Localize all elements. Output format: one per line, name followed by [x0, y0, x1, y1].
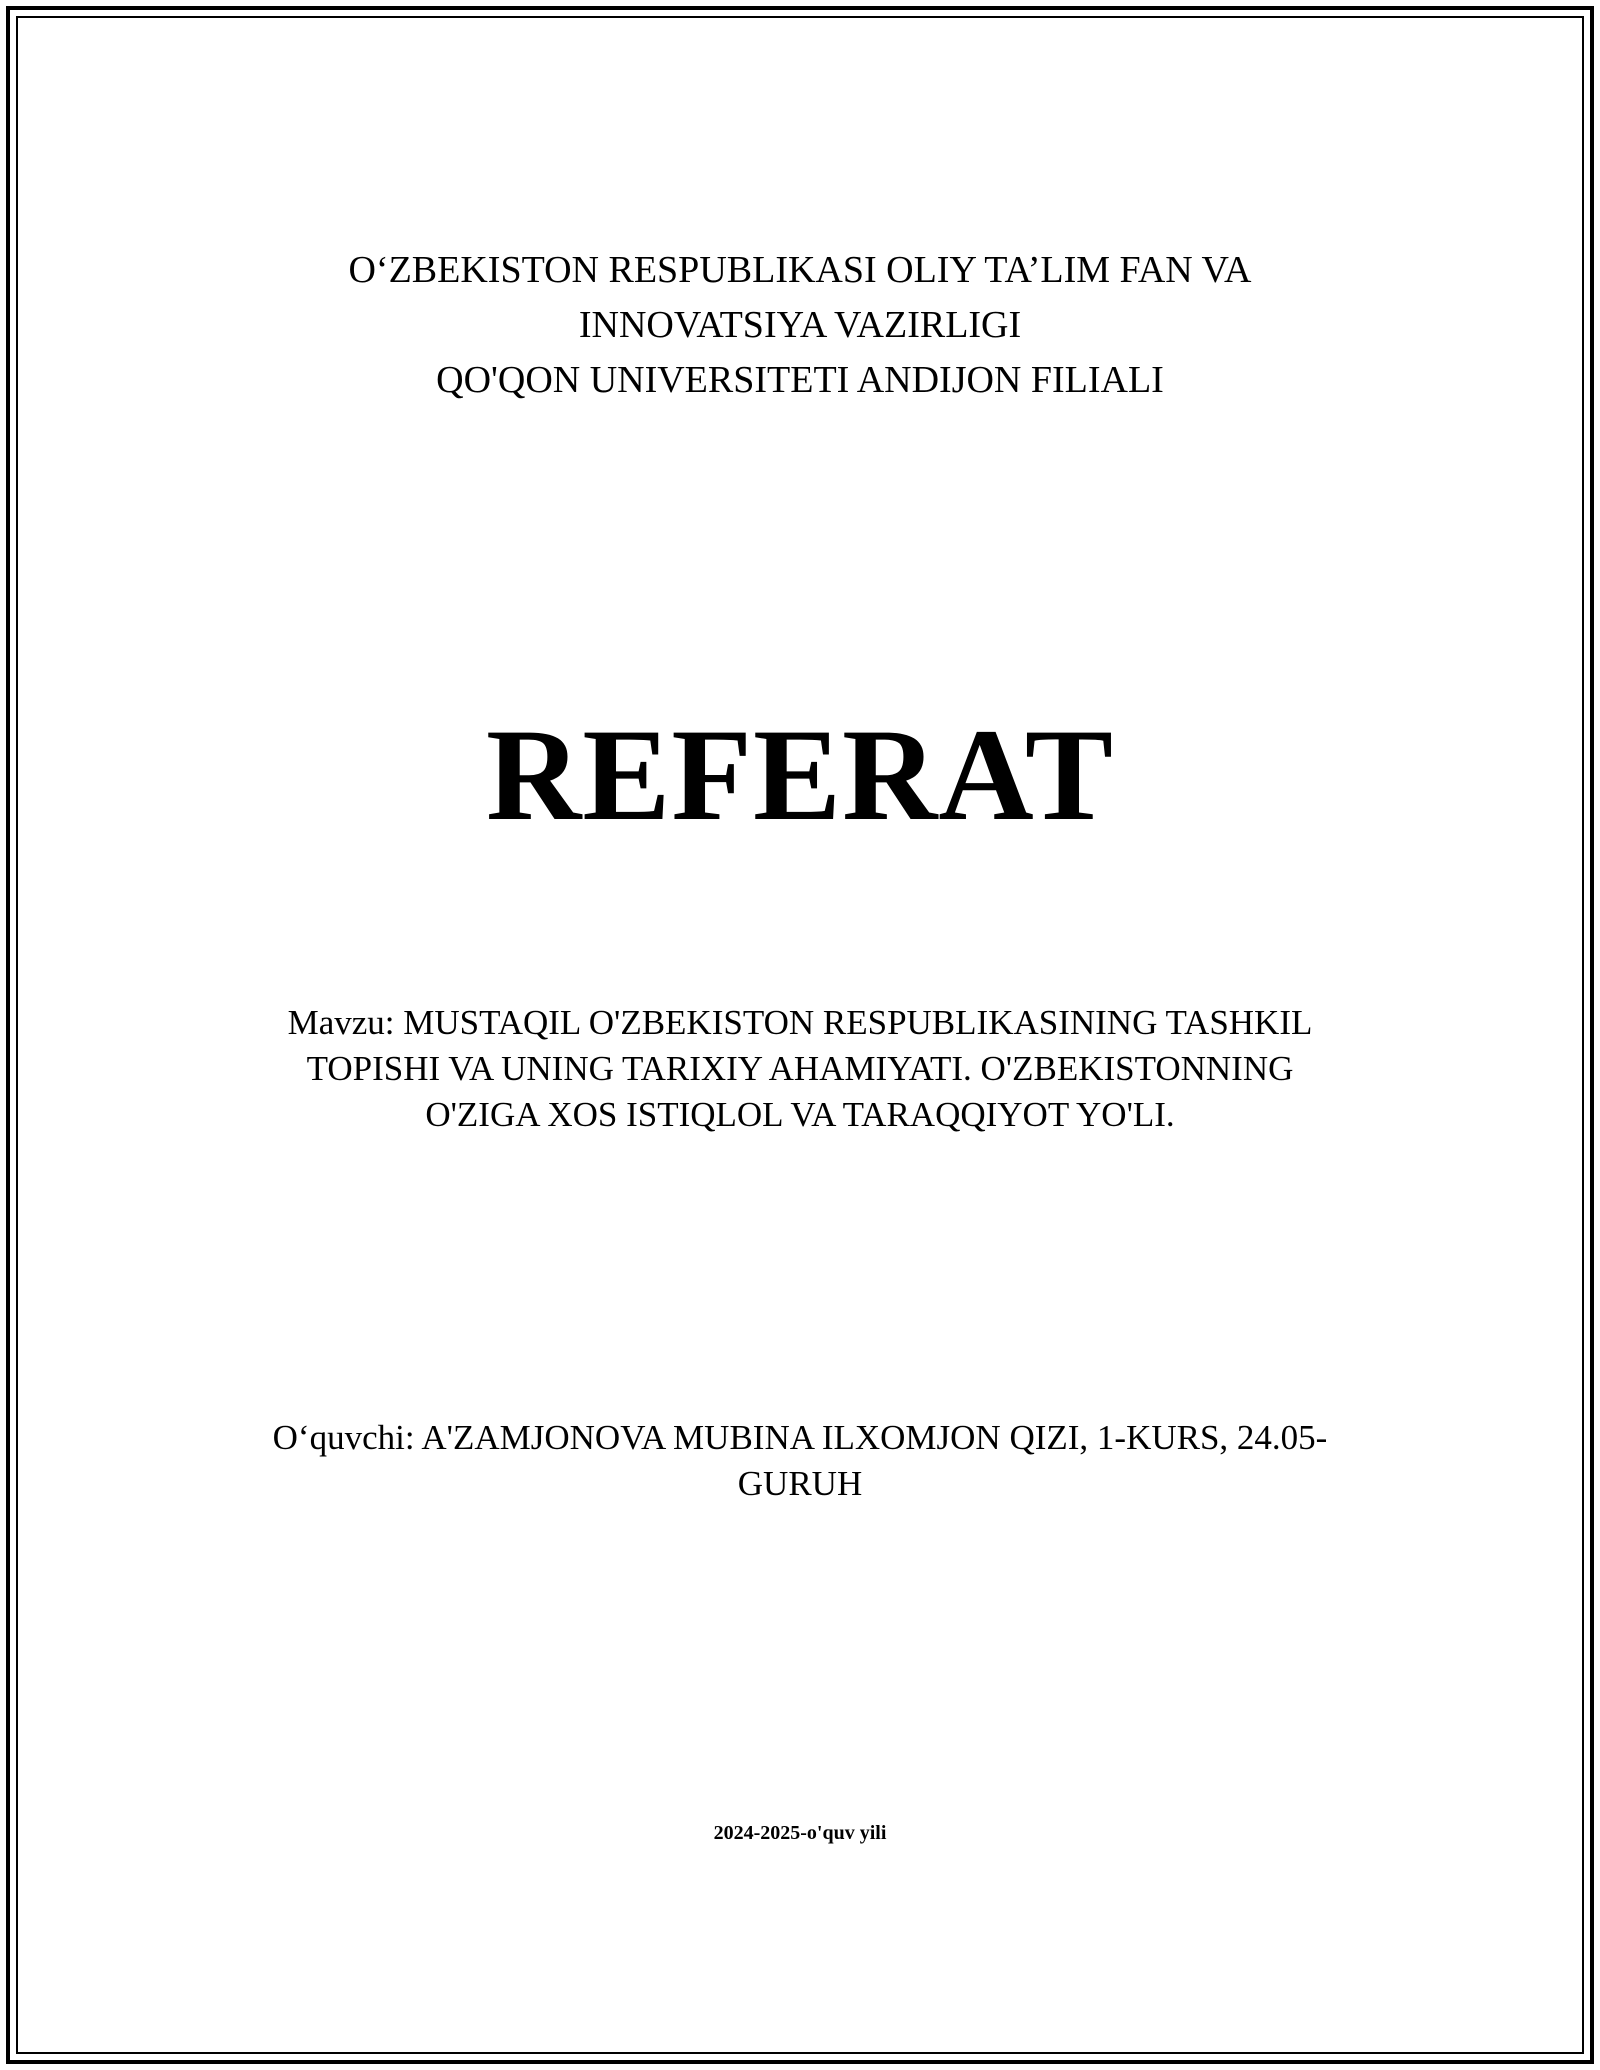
student-block [0, 1415, 1600, 1507]
header-line-1: O‘ZBEKISTON RESPUBLIKASI OLIY TA’LIM FAN VA [348, 249, 1252, 291]
institution-header [0, 243, 1600, 408]
academic-year: 2024-2025-o'quv yili [713, 1822, 887, 1844]
student-line-1: O‘quvchi: A'ZAMJONOVA MUBINA ILXOMJON QIZI, 1-KURS, 24.05- [272, 1418, 1328, 1457]
header-line-3: QO'QON UNIVERSITETI ANDIJON FILIALI [436, 359, 1164, 401]
topic-block [0, 1000, 1600, 1138]
student-line-2: GURUH [737, 1464, 863, 1503]
topic-line-2: TOPISHI VA UNING TARIXIY AHAMIYATI. O'ZBEKISTONNING [306, 1049, 1294, 1088]
topic-line-1: Mavzu: MUSTAQIL O'ZBEKISTON RESPUBLIKASINING TASHKIL [287, 1003, 1313, 1042]
document-title: REFERAT [486, 701, 1114, 848]
header-line-2: INNOVATSIYA VAZIRLIGI [578, 304, 1022, 346]
topic-line-3: O'ZIGA XOS ISTIQLOL VA TARAQQIYOT YO'LI. [425, 1095, 1175, 1134]
